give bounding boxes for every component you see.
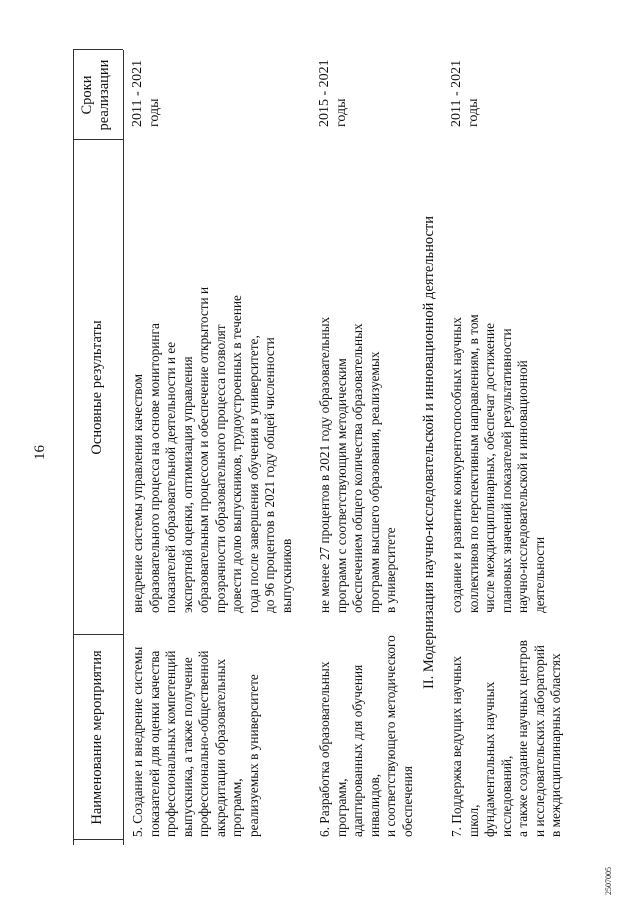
- row-5-name: 5. Создание и внедрение системы показателей для оценки качества профессиональных компетенций выпускника, а также получение профессионально-общественной аккредитации образовательных программ, реализуемых в университете: [130, 646, 261, 837]
- row-7-result: создание и развитие конкурентоспособных научных коллективов по перспективным направлениям, в том числе междисциплинарных, обеспечат достижение плановых значений показателей результативности научно-исследовательской и инновационной деятельности: [449, 314, 547, 613]
- row-5-term: 2011 - 2021 годы: [130, 59, 162, 127]
- row-7-term: 2011 - 2021 годы: [449, 59, 481, 127]
- row-6-term: 2015 - 2021 годы: [317, 59, 349, 127]
- row-7-name: 7. Поддержка ведущих научных школ, фундаментальных научных исследований, а также создание научных центров и исследовательских лабораторий в междисциплинарных областях: [449, 640, 563, 837]
- row-5-result: внедрение системы управления качеством образовательного процесса на основе мониторинга показателей образовательной деятельности и ее экспертной оценки, оптимизация управления образовательным процессом и обеспечение открытости и прозрачности образовательного процесса позволят довести долю выпускников, трудоустроенных в течение года после завершения обучения в университете, до 96 процентов в 2021 году общей численности выпускников: [130, 286, 294, 613]
- row-6-result: не менее 27 процентов в 2021 году образовательных программ с соответствующим методическим обеспечением общего количества образовательных программ высшего образования, реализуемых в университете: [317, 316, 398, 613]
- page-number: 16: [32, 445, 48, 460]
- row-6-name: 6. Разработка образовательных программ, адаптированных для обучения инвалидов, и соответствующего методического обеспечения: [317, 635, 415, 837]
- section-title: II. Модернизация научно-исследовательской и инновационной деятельности: [421, 215, 437, 690]
- header-bottom-border: [123, 50, 124, 845]
- document-code: 2507005: [604, 867, 613, 895]
- table-top-border: [73, 50, 74, 845]
- header-results: Основные результаты: [89, 320, 105, 455]
- header-name: Наименование мероприятия: [89, 650, 105, 825]
- header-terms: Сроки реализации: [79, 59, 112, 131]
